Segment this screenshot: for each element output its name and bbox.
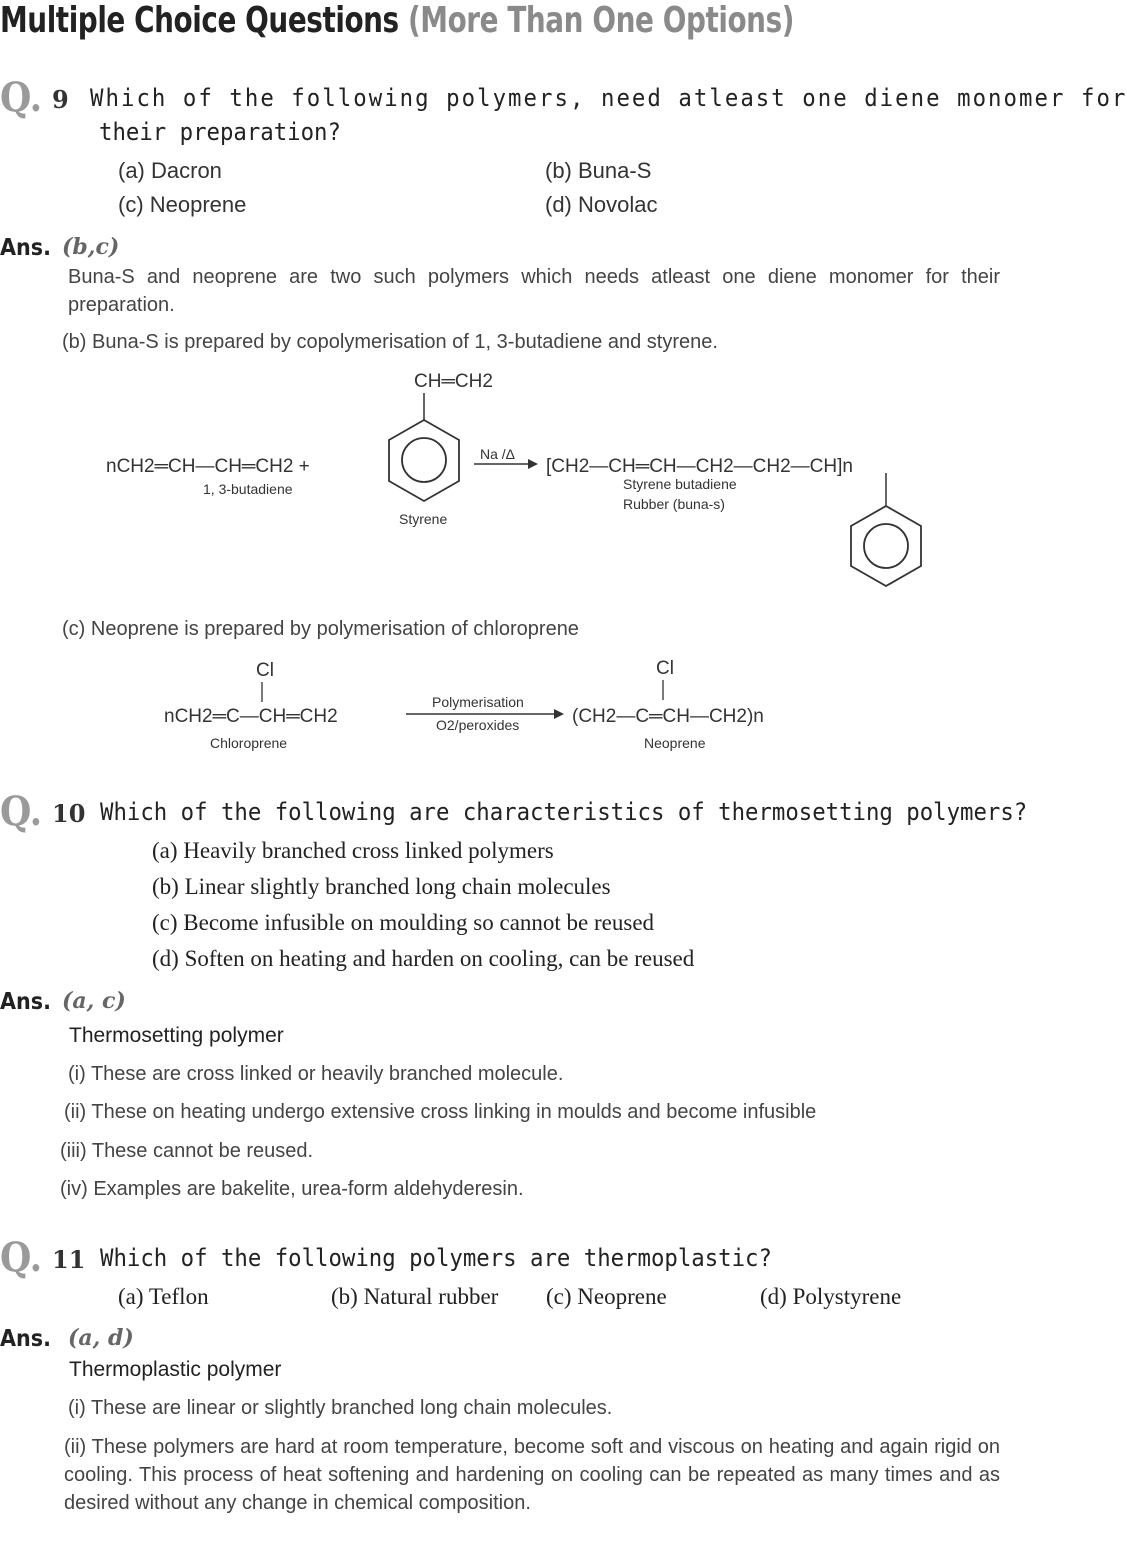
reaction2-condition-bottom: O2/peroxides: [436, 717, 520, 733]
q10-number: 10: [52, 799, 86, 828]
neoprene-cl: Cl: [656, 658, 674, 679]
reaction1-arrowhead: [528, 459, 538, 469]
styrene-vinyl-group: CH═CH2: [414, 371, 493, 392]
q10-marker: Q.: [0, 788, 43, 835]
q11-point-2: (ii) These polymers are hard at room temperature, become soft and viscous on heating and again rigid on cooling. This process of heat softening and hardening on cooling can be repeated as many times and as desired without any change in chemical composition.: [64, 1436, 1000, 1514]
neoprene-label: Neoprene: [644, 735, 706, 751]
q9-marker: Q.: [0, 74, 43, 121]
buna-s-product-formula: [CH2—CH═CH—CH2—CH2—CH]n: [546, 456, 853, 477]
q11-option-c: (c) Neoprene: [546, 1284, 667, 1309]
q11-point-1: (i) These are linear or slightly branched long chain molecules.: [68, 1397, 613, 1419]
heading-sub: (More Than One Options): [407, 0, 795, 41]
product-benzene-ring: [851, 506, 921, 586]
reaction-neoprene-diagram: [0, 650, 1019, 760]
q10-text: Which of the following are characteristics of thermosetting polymers?: [100, 798, 1028, 826]
q10-option-d: (d) Soften on heating and harden on cooling, can be reused: [152, 946, 695, 971]
q9-number: 9: [52, 85, 69, 114]
q11-option-a: (a) Teflon: [118, 1284, 209, 1309]
q10-option-c: (c) Become infusible on moulding so cannot be reused: [152, 910, 655, 935]
q11-option-d: (d) Polystyrene: [760, 1284, 902, 1309]
q11-subheading: Thermoplastic polymer: [69, 1358, 282, 1381]
q9-point-b: (b) Buna-S is prepared by copolymerisation of 1, 3-butadiene and styrene.: [62, 331, 718, 353]
q11-answer: (a, d): [68, 1325, 134, 1351]
reaction2-arrowhead: [554, 709, 564, 719]
product-label-line1: Styrene butadiene: [623, 476, 737, 492]
styrene-benzene-ring: [389, 420, 459, 501]
butadiene-formula: nCH2═CH—CH═CH2 +: [106, 456, 310, 477]
q9-text-line2: their preparation?: [99, 118, 341, 146]
q9-option-c: (c) Neoprene: [118, 192, 247, 217]
q11-option-b: (b) Natural rubber: [331, 1284, 499, 1309]
chloroprene-formula: nCH2═C—CH═CH2: [164, 706, 338, 727]
q10-answer: (a, c): [62, 988, 126, 1014]
reaction-buna-s-diagram: [0, 360, 1019, 600]
q9-option-d: (d) Novolac: [545, 192, 658, 217]
styrene-label: Styrene: [399, 511, 448, 527]
q11-number: 11: [52, 1245, 86, 1274]
q10-point-1: (i) These are cross linked or heavily branched molecule.: [68, 1063, 564, 1085]
product-ring-circle: [864, 524, 908, 568]
q10-point-4: (iv) Examples are bakelite, urea-form aldehyderesin.: [60, 1178, 524, 1200]
q9-point-c: (c) Neoprene is prepared by polymerisation of chloroprene: [62, 618, 579, 640]
styrene-ring-circle: [402, 438, 446, 482]
q10-option-a: (a) Heavily branched cross linked polymers: [152, 838, 554, 863]
q9-answer: (b,c): [62, 234, 120, 260]
q11-text: Which of the following polymers are thermoplastic?: [100, 1244, 772, 1272]
q10-point-3: (iii) These cannot be reused.: [60, 1140, 314, 1162]
product-label-line2: Rubber (buna-s): [623, 496, 725, 512]
chloroprene-cl: Cl: [256, 660, 274, 681]
q9-text-line1: Which of the following polymers, need atleast one diene monomer for: [90, 84, 1127, 112]
q9-option-b: (b) Buna-S: [545, 158, 652, 183]
q9-option-a: (a) Dacron: [118, 158, 222, 183]
reaction2-condition-top: Polymerisation: [432, 694, 524, 710]
page-heading: [0, 0, 794, 41]
reaction1-condition: Na /Δ: [480, 446, 516, 462]
q10-ans-label: Ans.: [0, 989, 51, 1015]
butadiene-label: 1, 3-butadiene: [203, 481, 293, 497]
q10-subheading: Thermosetting polymer: [69, 1024, 284, 1047]
q10-option-b: (b) Linear slightly branched long chain molecules: [152, 874, 611, 899]
q11-marker: Q.: [0, 1234, 43, 1281]
q9-explanation: Buna-S and neoprene are two such polymers which needs atleast one diene monomer for their preparation.: [68, 266, 1000, 316]
q9-ans-label: Ans.: [0, 235, 51, 261]
chloroprene-label: Chloroprene: [210, 735, 288, 751]
q10-point-2: (ii) These on heating undergo extensive cross linking in moulds and become infusible: [64, 1101, 817, 1123]
heading-main: Multiple Choice Questions: [0, 0, 399, 41]
q11-ans-label: Ans.: [0, 1326, 51, 1352]
neoprene-formula: (CH2—C═CH—CH2)n: [572, 706, 764, 727]
